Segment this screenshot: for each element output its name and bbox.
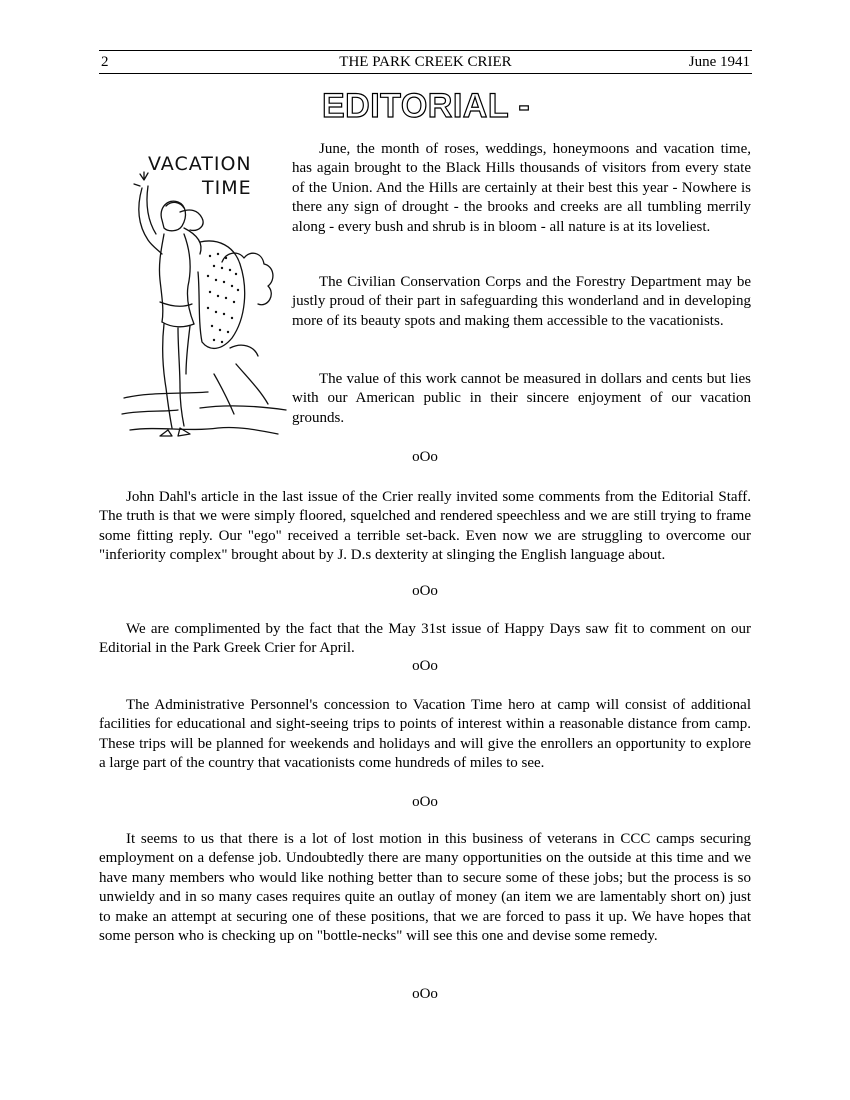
editorial-paragraph-5: We are complimented by the fact that the May 31st issue of Happy Days saw fit to comment on our Editorial in the Park Greek Crier for April. (99, 621, 751, 657)
vacation-illustration (118, 142, 293, 454)
editorial-paragraph-7: It seems to us that there is a lot of lost motion in this business of veterans in CCC camps securing employment on a defense job. Undoubtedly there are many opportunities on the outside at this time and we have many members who would like nothing better than to secure some of these jobs; but the process is so unwieldy and in so many cases requires quite an outlay of money (an item we are lamentably short on) just to make an attempt at securing one of these positions, that we are forced to pass it up. We have hopes that some person who is checking up on "bottle-necks" will see this one and devise some remedy. (99, 831, 751, 945)
editorial-paragraph-6: The Administrative Personnel's concession to Vacation Time hero at camp will consist of additional facilities for educational and sight-seeing trips to points of interest within a reasonable distance from camp. These trips will be planned for weekends and holidays and will give the enrollers an opportunity to explore a large part of the country that vacationists come hundreds of miles to see. (99, 697, 751, 772)
illustration-caption-line1: VACATION (148, 153, 252, 175)
section-title: EDITORIAL - (322, 87, 531, 125)
editorial-paragraph-4: John Dahl's article in the last issue of the Crier really invited some comments from the Editorial Staff. The truth is that we were simply floored, squelched and rendered speechless and we are still trying to frame some fitting reply. Our "ego" received a terrible set-back. Even now we are struggling to overcome our "inferiority complex" brought about by J. D.s dexterity at slinging the English language about. (99, 489, 751, 564)
issue-date: June 1941 (688, 54, 750, 70)
separator: oOo (412, 583, 438, 599)
editorial-paragraph-1: June, the month of roses, weddings, honeymoons and vacation time, has again brought to the Black Hills thousands of visitors from every state of the Union. And the Hills are certainly at their best this year - Nowhere is there any sign of drought - the brooks and creeks are all tumbling merrily along - every bush and shrub is in bloom - all nature is at its loveliest. (292, 141, 751, 235)
editorial-paragraph-2: The Civilian Conservation Corps and the Forestry Department may be justly proud of their part in safeguarding this wonderland and in developing more of its beauty spots and making them accessible to the vacationists. (292, 274, 751, 329)
page-header (99, 50, 752, 74)
separator: oOo (412, 658, 438, 674)
page-number: 2 (101, 54, 109, 70)
publication-title: THE PARK CREEK CRIER (339, 54, 512, 70)
separator: oOo (412, 986, 438, 1002)
separator: oOo (412, 794, 438, 810)
editorial-paragraph-3: The value of this work cannot be measured in dollars and cents but lies with our American public in their sincere enjoyment of our vacation grounds. (292, 371, 751, 426)
separator: oOo (412, 449, 438, 465)
illustration-caption-line2: TIME (202, 177, 252, 199)
